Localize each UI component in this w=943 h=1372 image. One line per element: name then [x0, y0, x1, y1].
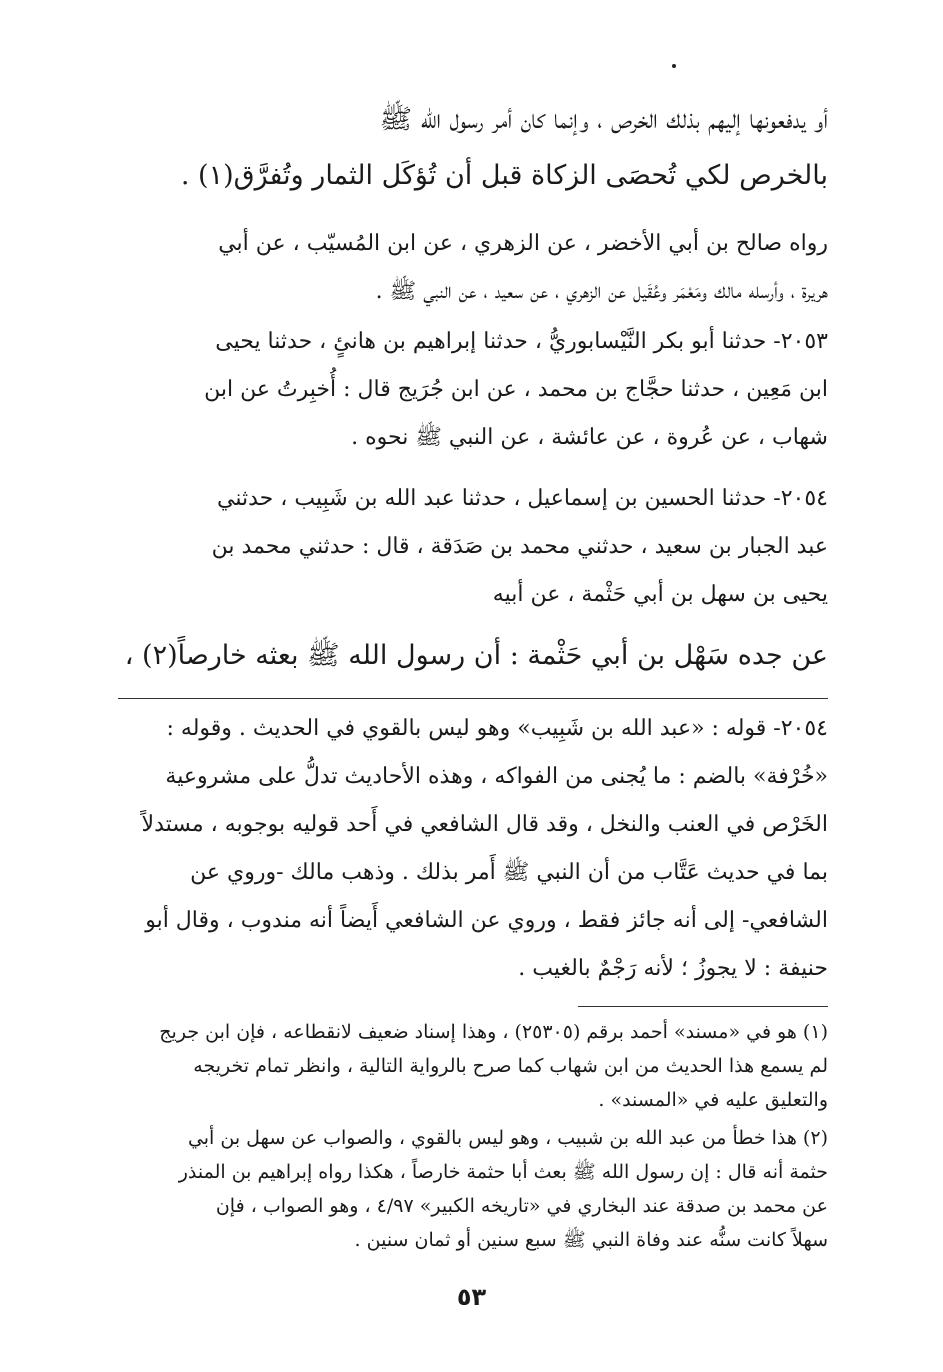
text-line: ٢٠٥٤- قوله : «عبد الله بن شَبِيب» وهو ليس بالقوي في الحديث . وقوله :: [166, 716, 828, 741]
text-line: حثمة أنه قال : إن رسول الله ﷺ بعث أبا حثمة خارصاً ، هكذا رواه إبراهيم بن المنذر: [178, 1161, 828, 1183]
commentary-block: [118, 705, 828, 993]
text-line: شهاب ، عن عُروة ، عن عائشة ، عن النبي ﷺ نحوه .: [351, 425, 828, 450]
text-line: ابن مَعِين ، حدثنا حجَّاج بن محمد ، عن ابن جُرَيج قال : أُخبِرتُ عن ابن: [204, 377, 828, 402]
text-line: الخَرْص في العنب والنخل ، وقد قال الشافعي في أَحد قوليه بوجوبه ، مستدلاً: [141, 812, 828, 837]
text-line: عن جده سَهْل بن أبي حَثْمة : أن رسول الله ﷺ بعثه خارصاً(٢) ،: [124, 640, 828, 671]
text-line: أو يدفعونها إليهم بذلك الخرص ، وإنما كان أمر رسول الله ﷺ: [379, 104, 828, 135]
text-line: (٢) هذا خطأ من عبد الله بن شبيب ، وهو ليس بالقوي ، والصواب عن سهل بن أبي: [187, 1127, 828, 1149]
text-line: حنيفة : لا يجوزُ ؛ لأنه رَجْمٌ بالغيب .: [518, 956, 828, 981]
text-line: يحيى بن سهل بن أبي حَثْمة ، عن أبيه: [492, 582, 828, 607]
text-line: ٢٠٥٣- حدثنا أبو بكر النَّيْسابوريُّ ، حدثنا إبراهيم بن هانئٍ ، حدثنا يحيى: [215, 329, 828, 354]
text-line: عن محمد بن صدقة عند البخاري في «تاريخه الكبير» ٤/٩٧ ، وهو الصواب ، فإن: [215, 1195, 828, 1217]
text-line: بالخرص لكي تُحصَى الزكاة قبل أن تُؤكَل الثمار وتُفرَّق(١) .: [180, 160, 828, 191]
hadith-2053-paragraph: [118, 318, 828, 462]
text-line: والتعليق عليه في «المسند» .: [598, 1089, 828, 1111]
hadith-2054-isnad: [118, 475, 828, 619]
text-line: الشافعي- إلى أنه جائز فقط ، وروي عن الشافعي أَيضاً أنه مندوب ، وقال أبو: [145, 908, 828, 933]
commentary-divider: [118, 698, 828, 699]
main-text-block: [118, 92, 828, 204]
text-line: بما في حديث عَتَّاب من أن النبي ﷺ أَمر بذلك . وذهب مالك -وروي عن: [190, 860, 828, 885]
text-line: هريرة ، وأرسله مالك ومَعْمَر وعُقَيل عن الزهري ، عن سعيد ، عن النبي ﷺ .: [375, 279, 828, 304]
page-number: ٥٣: [456, 1283, 487, 1311]
text-line: لم يسمع هذا الحديث من ابن شهاب كما صرح بالرواية التالية ، وانظر تمام تخريجه: [193, 1055, 828, 1077]
text-line: «خُرْفة» بالضم : ما يُجنى من الفواكه ، وهذه الأحاديث تدلُّ على مشروعية: [165, 764, 828, 789]
narration-paragraph: [118, 220, 828, 316]
text-line: عبد الجبار بن سعيد ، حدثني محمد بن صَدَقة ، قال : حدثني محمد بن: [211, 534, 828, 559]
text-line: ٢٠٥٤- حدثنا الحسين بن إسماعيل ، حدثنا عبد الله بن شَبِيب ، حدثني: [217, 486, 828, 511]
top-dot-mark: [672, 64, 676, 68]
footnote-2: [118, 1121, 828, 1257]
footnote-1: [118, 1015, 828, 1117]
text-line: (١) هو في «مسند» أحمد برقم (٢٥٣٠٥) ، وهذا إسناد ضعيف لانقطاعه ، فإن ابن جريج: [159, 1021, 828, 1043]
footnote-divider: [578, 1006, 828, 1007]
text-line: سهلاً كانت سنُّه عند وفاة النبي ﷺ سبع سنين أو ثمان سنين .: [354, 1229, 828, 1251]
hadith-2054-matn: [118, 628, 828, 684]
text-line: رواه صالح بن أبي الأخضر ، عن الزهري ، عن ابن المُسيّب ، عن أبي: [218, 231, 828, 256]
